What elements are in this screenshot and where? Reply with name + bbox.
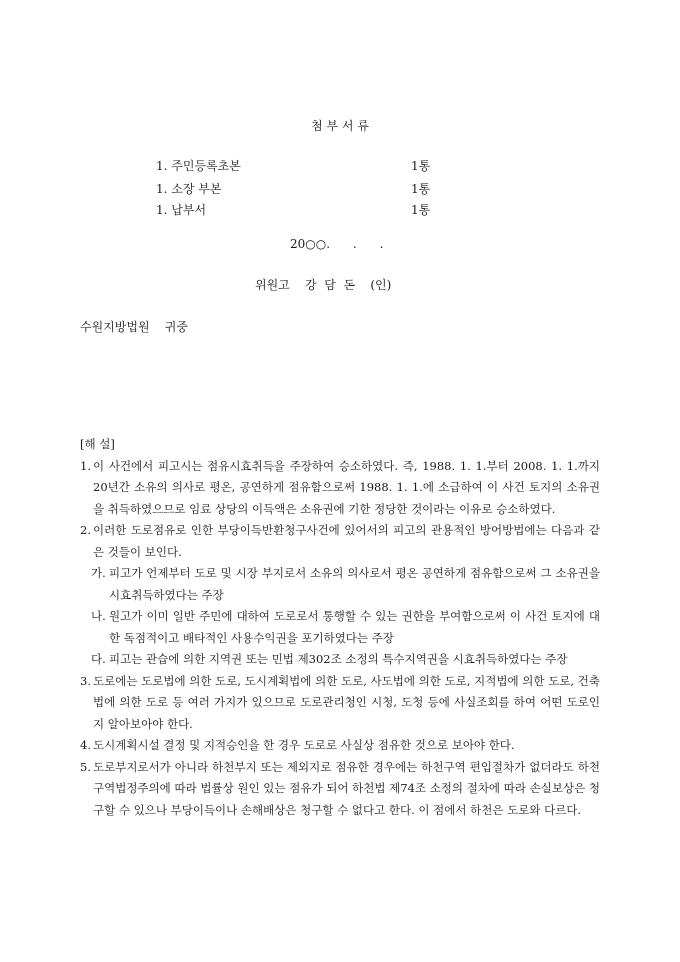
item-text: 도로부지로서가 아니라 하천부지 또는 제외지로 점유한 경우에는 하천구역 편입절차가 없더라도 하천구역법정주의에 따라 법률상 원인 있는 점유가 되어 하천법 제74조 소정의 절차에 따라 손실보상은 청구할 수 있으나 부당이득이나 손해배상은 청구할 수 없다고 한다. 이 점에서 하천은 도로와 다르다. — [93, 759, 600, 817]
court-addressee: 수원지방법원 귀중 — [80, 320, 188, 334]
subitem-number: 나. — [91, 609, 106, 623]
attachment-count: 1통 — [411, 203, 431, 217]
item-text: 이 사건에서 피고시는 점유시효취득을 주장하여 승소하였다. 즉, 1988. 1. 1.부터 2008. 1. 1.까지 20년간 소유의 의사로 평온, 공연하게 점유함으로써 1988. 1. 1.에 소급하여 이 사건 토지의 소유권을 취득하였으므로 임료 상당의 이득액은 소유권에 기한 정당한 것이라는 이유로 승소하였다. — [93, 458, 600, 516]
attachment-item — [156, 180, 456, 198]
item-number: 5. — [80, 759, 91, 774]
attachment-count: 1통 — [411, 159, 431, 173]
attachment-name: 1. 납부서 — [156, 203, 207, 217]
subitem-number: 가. — [91, 566, 106, 580]
item-text: 도시계획시설 결정 및 지적승인을 한 경우 도로로 사실상 점유한 것으로 보아야 한다. — [93, 738, 515, 752]
attachment-name: 1. 소장 부본 — [156, 182, 222, 196]
subitem-text: 원고가 이미 일반 주민에 대하여 도로로서 통행할 수 있는 권한을 부여함으로써 이 사건 토지에 대한 독점적이고 배타적인 사용수익권을 포기하였다는 주장 — [109, 609, 600, 645]
subitem-text: 피고가 언제부터 도로 및 시장 부지로서 소유의 의사로서 평온 공연하게 점유함으로써 그 소유권을 시효취득하였다는 주장 — [109, 566, 600, 602]
attachment-count: 1통 — [411, 182, 431, 196]
item-text: 도로에는 도로법에 의한 도로, 도시계획법에 의한 도로, 사도법에 의한 도로, 지적법에 의한 도로, 건축법에 의한 도로 등 여러 가지가 있으므로 도로관리청인 시청, 도청 등에 사실조회를 하여 어떤 도로인지 알아보아야 한다. — [93, 673, 600, 731]
item-number: 2. — [80, 523, 91, 537]
signature-line: 위원고 강 담 돈 (인) — [255, 278, 392, 292]
commentary-item — [80, 757, 600, 822]
item-text: 이러한 도로점유로 인한 부당이득반환청구사건에 있어서의 피고의 관용적인 방어방법에는 다음과 같은 것들이 보인다. — [93, 523, 600, 559]
commentary-subitem — [80, 649, 600, 671]
commentary-header: [해 설] — [80, 437, 115, 451]
commentary-item — [80, 735, 600, 757]
attachment-item — [156, 201, 456, 219]
commentary-subitem — [80, 606, 600, 649]
commentary-item — [80, 456, 600, 521]
commentary-subitem — [80, 563, 600, 606]
item-number: 4. — [80, 738, 91, 752]
document-title: 첨 부 서 류 — [311, 119, 369, 133]
commentary-item — [80, 520, 600, 563]
subitem-text: 피고는 관습에 의한 지역권 또는 민법 제302조 소정의 특수지역권을 시효취득하였다는 주장 — [109, 652, 568, 666]
document-date: 20○○. . . — [290, 237, 384, 251]
commentary-item — [80, 671, 600, 736]
item-number: 3. — [80, 673, 91, 688]
subitem-number: 다. — [91, 652, 106, 666]
attachment-name: 1. 주민등록초본 — [156, 159, 241, 173]
item-number: 1. — [80, 458, 91, 473]
commentary-section — [80, 434, 600, 821]
attachment-item — [156, 157, 456, 175]
